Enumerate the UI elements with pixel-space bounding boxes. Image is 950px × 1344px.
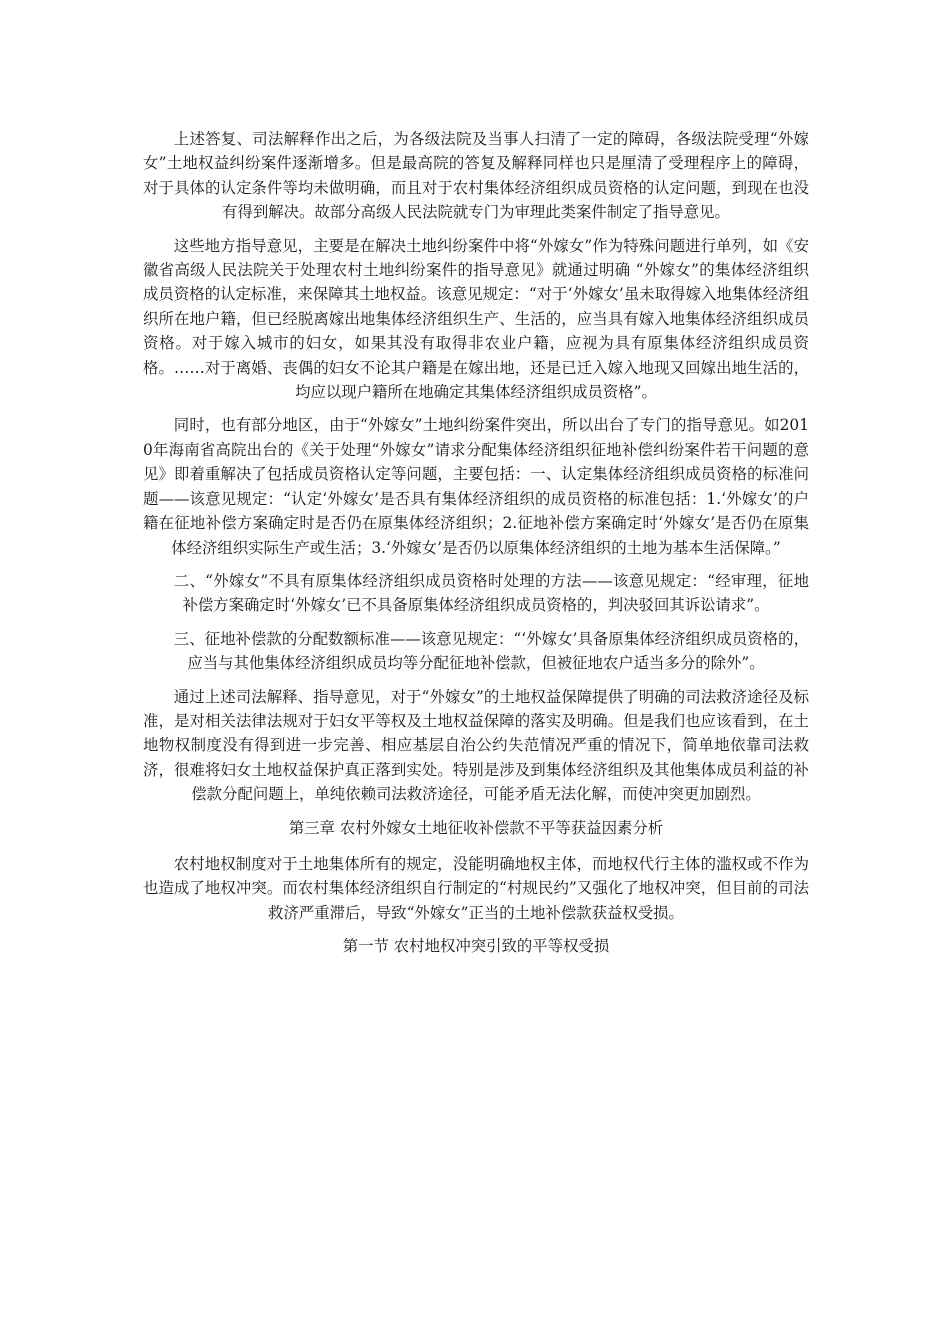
paragraph-chapter-intro: 农村地权制度对于土地集体所有的规定，没能明确地权主体，而地权代行主体的滥权或不作为也造成了地权冲突。而农村集体经济组织自行制定的“村规民约”又强化了地权冲突，但目前的司法救济严重滞后，导致“外嫁女”正当的土地补偿款获益权受损。 bbox=[143, 854, 809, 922]
paragraph-local-guidance: 这些地方指导意见，主要是在解决土地纠纷案件中将“外嫁女”作为特殊问题进行单列，如《安徽省高级人民法院关于处理农村土地纠纷案件的指导意见》就通过明确 “外嫁女”的集体经济组织成员资格的认定标准，来保障其土地权益。该意见规定：“对于‘外嫁女’虽未取得嫁入地集体经济组织所在地户籍，但已经脱离嫁出地集体经济组织生产、生活的，应当具有嫁入地集体经济组织成员资格。对于嫁入城市的妇女，如果其没有取得非农业户籍，应视为具有原集体经济组织成员资格。……对于离婚、丧偶的妇女不论其户籍是在嫁出地，还是已迁入嫁入地现又回嫁出地生活的，均应以现户籍所在地确定其集体经济组织成员资格”。 bbox=[143, 236, 809, 402]
chapter-heading: 第三章 农村外嫁女土地征收补偿款不平等获益因素分析 bbox=[288, 818, 664, 837]
section-heading: 第一节 农村地权冲突引致的平等权受损 bbox=[342, 937, 610, 956]
document-page bbox=[143, 127, 809, 971]
paragraph-item-two: 二、“外嫁女”不具有原集体经济组织成员资格时处理的方法——该意见规定：“经审理，征地补偿方案确定时‘外嫁女’已不具备原集体经济组织成员资格的，判决驳回其诉讼请求”。 bbox=[173, 571, 809, 615]
paragraph-hainan-opinion: 同时，也有部分地区，由于“外嫁女”土地纠纷案件突出，所以出台了专门的指导意见。如2010年海南省高院出台的《关于处理“外嫁女”请求分配集体经济组织征地补偿纠纷案件若干问题的意见》即着重解决了包括成员资格认定等问题，主要包括：一、认定集体经济组织成员资格的标准问题——该意见规定：“认定‘外嫁女’是否具有集体经济组织的成员资格的标准包括：1.‘外嫁女’的户籍在征地补偿方案确定时是否仍在原集体经济组织；2.征地补偿方案确定时‘外嫁女’是否仍在原集体经济组织实际生产或生活；3.‘外嫁女’是否仍以原集体经济组织的土地为基本生活保障。” bbox=[143, 416, 809, 557]
paragraph-judicial-interpretation: 上述答复、司法解释作出之后，为各级法院及当事人扫清了一定的障碍，各级法院受理“外嫁女”土地权益纠纷案件逐渐增多。但是最高院的答复及解释同样也只是厘清了受理程序上的障碍，对于具体的认定条件等均未做明确，而且对于农村集体经济组织成员资格的认定问题，到现在也没有得到解决。故部分高级人民法院就专门为审理此类案件制定了指导意见。 bbox=[143, 130, 809, 222]
paragraph-conclusion: 通过上述司法解释、指导意见，对于“外嫁女”的土地权益保障提供了明确的司法救济途径及标准，是对相关法律法规对于妇女平等权及土地权益保障的落实及明确。但是我们也应该看到，在土地物权制度没有得到进一步完善、相应基层自治公约失范情况严重的情况下，简单地依靠司法救济，很难将妇女土地权益保护真正落到实处。特别是涉及到集体经济组织及其他集体成员利益的补偿款分配问题上，单纯依赖司法救济途径，可能矛盾无法化解，而使冲突更加剧烈。 bbox=[143, 687, 809, 804]
paragraph-item-three: 三、征地补偿款的分配数额标准——该意见规定：“‘外嫁女’具备原集体经济组织成员资格的，应当与其他集体经济组织成员均等分配征地补偿款，但被征地农户适当多分的除外”。 bbox=[173, 629, 809, 673]
